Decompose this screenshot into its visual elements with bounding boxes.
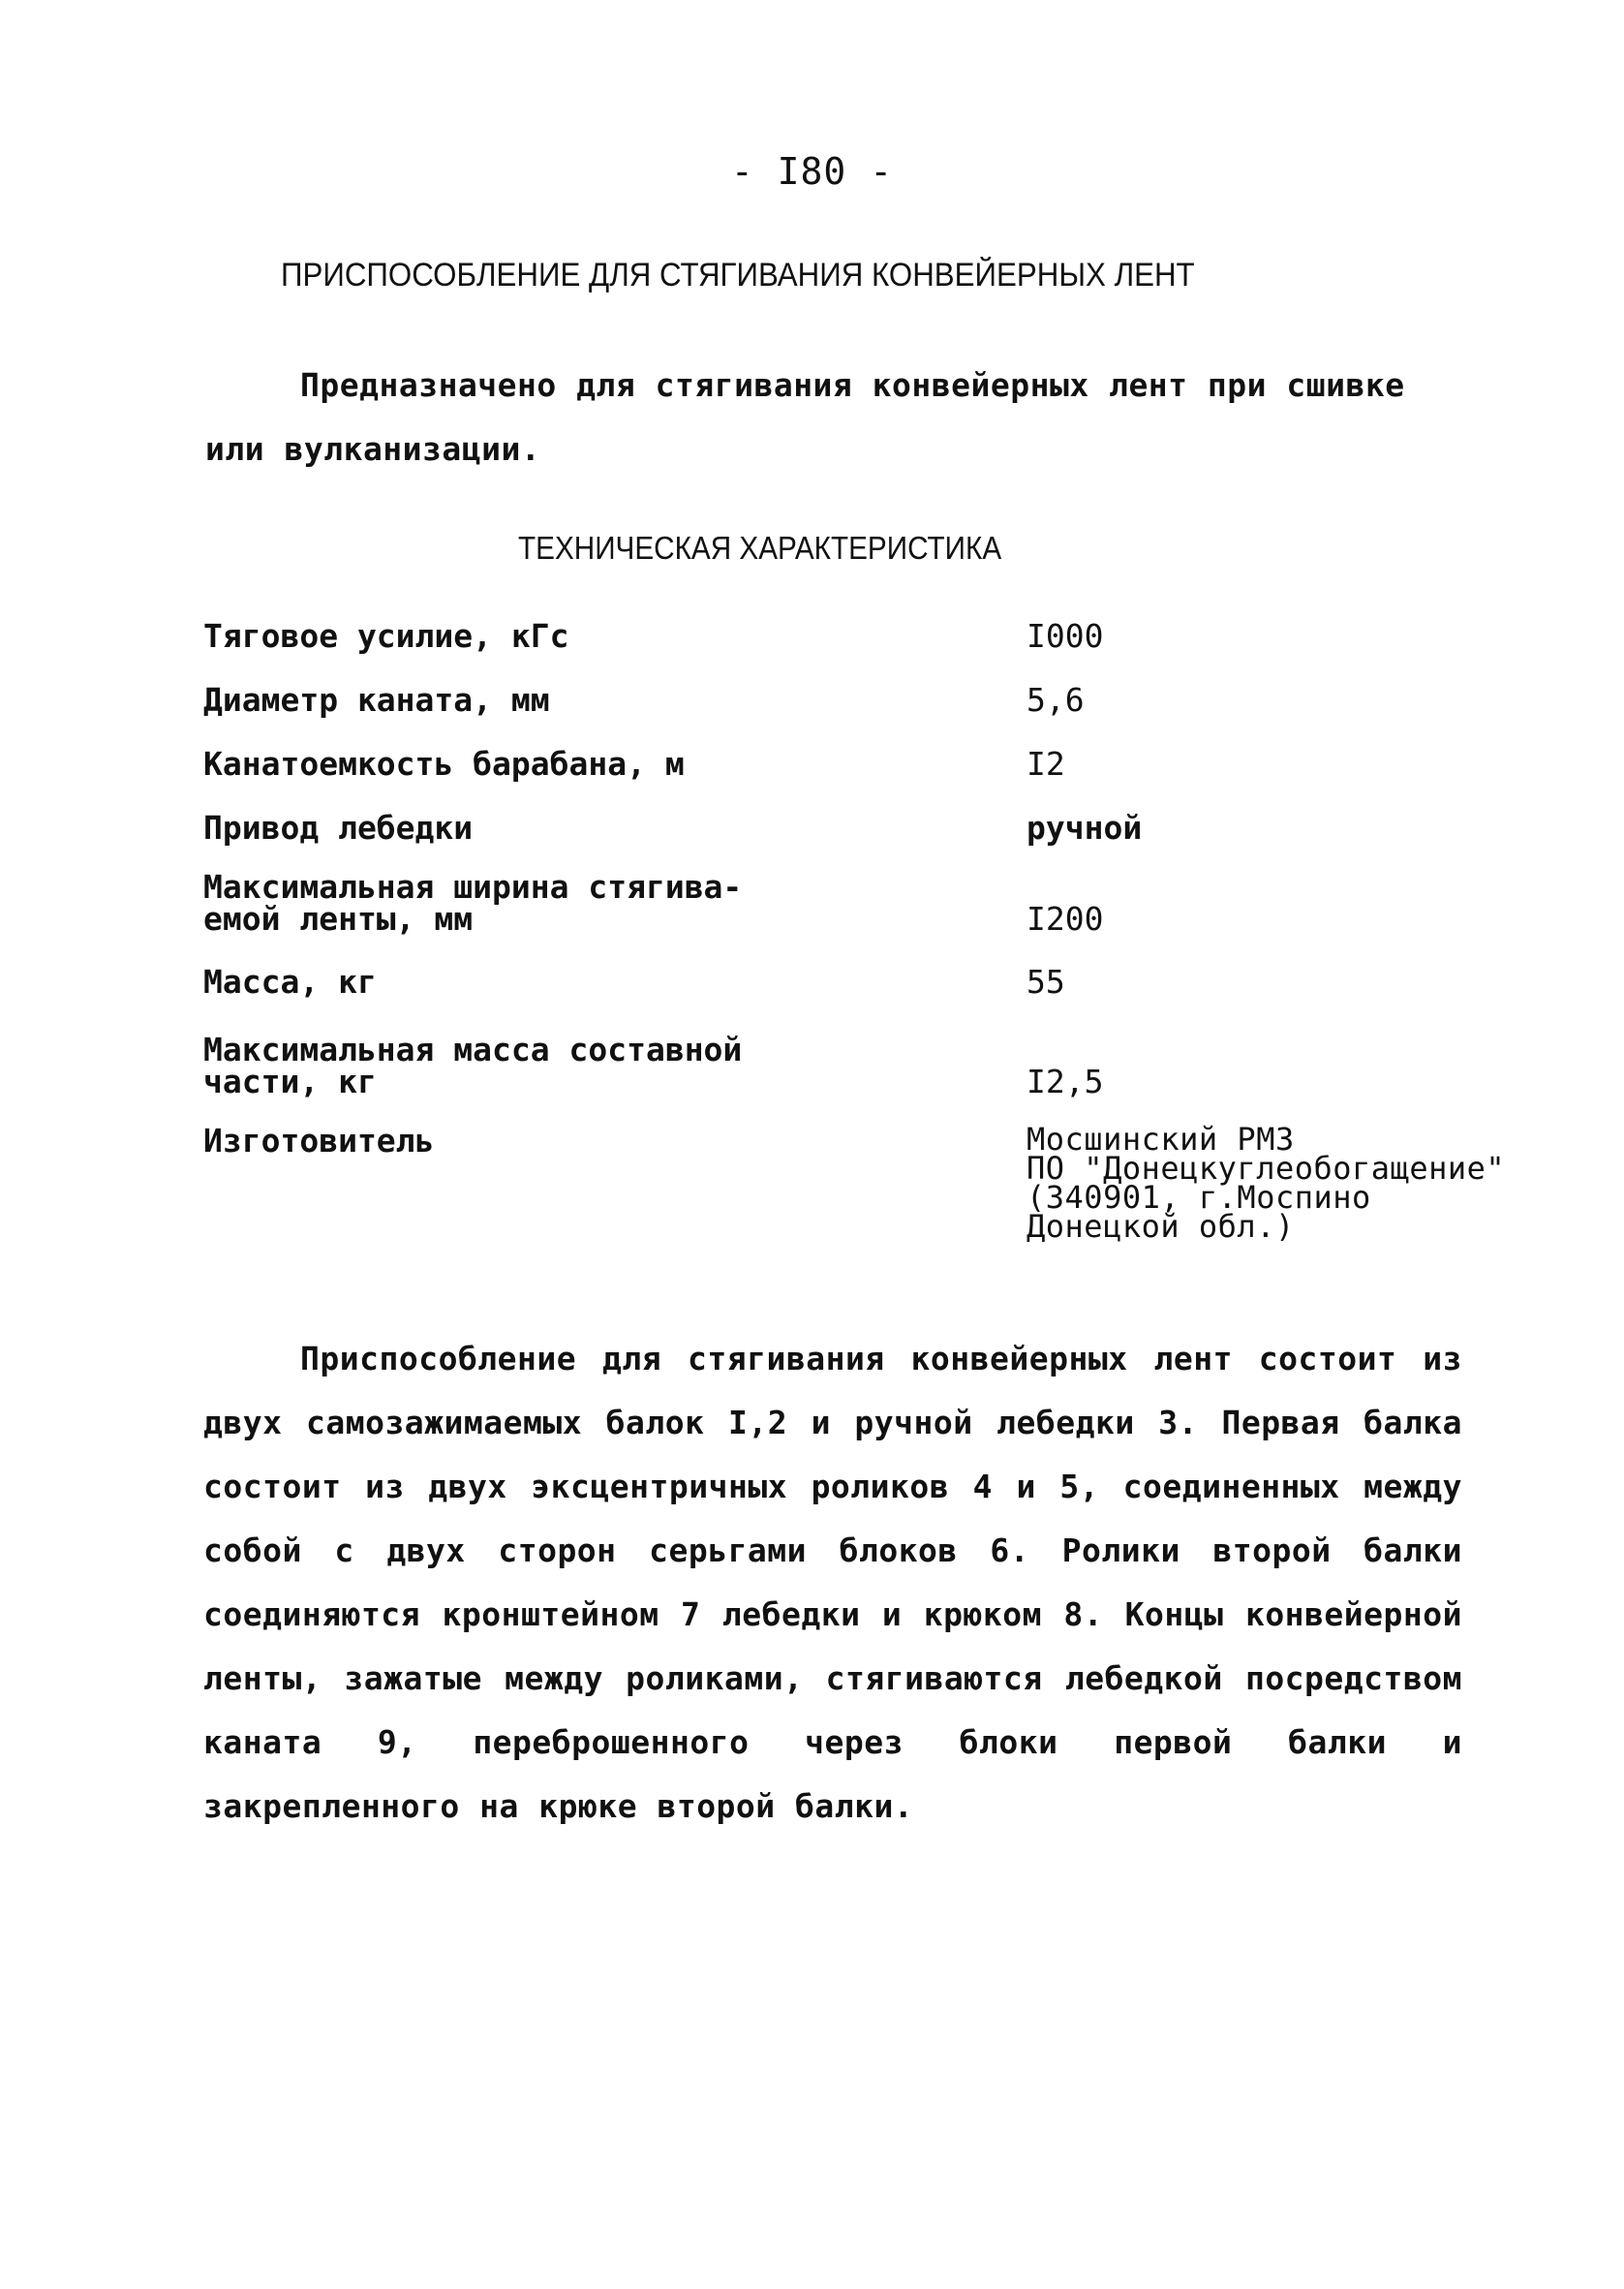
document-title: ПРИСПОСОБЛЕНИЕ ДЛЯ СТЯГИВАНИЯ КОНВЕЙЕРНЫХ ЛЕНТ [281, 257, 1195, 294]
spec-row [203, 809, 1540, 847]
spec-value: ручной [1026, 809, 1143, 847]
spec-value: 5,6 [1026, 681, 1085, 719]
spec-row [203, 1031, 1540, 1100]
spec-value: Мосшинский РМЗ ПО "Донецкуглеобогащение" (340901, г.Моспино Донецкой обл.) [1026, 1121, 1506, 1245]
spec-name: Максимальная ширина стягива- емой ленты, мм [203, 868, 743, 938]
spec-row [203, 617, 1540, 655]
spec-row [203, 1121, 1540, 1245]
page-number: - I80 - [730, 150, 894, 193]
spec-value: I000 [1026, 617, 1104, 655]
spec-value: I2 [1026, 745, 1065, 783]
spec-table [203, 617, 1540, 1245]
spec-name: Изготовитель [203, 1122, 435, 1160]
spec-row [203, 868, 1540, 938]
spec-row [203, 963, 1540, 1001]
spec-value: I200 [1026, 900, 1104, 938]
spec-name: Тяговое усилие, кГс [203, 617, 569, 655]
spec-name: Канатоемкость барабана, м [203, 745, 685, 783]
spec-row [203, 681, 1540, 719]
description-paragraph: Приспособление для стягивания конвейерных лент состоит из двух самозажимаемых балок I,2 и ручной лебедки 3. Первая балка состоит из двух эксцентричных роликов 4 и 5, соединенных между собой с двух сторон серьгами блоков 6. Ролики второй балки соединяются кронштейном 7 лебедки и крюком 8. Концы конвейерной ленты, зажатые между роликами, стягиваются лебедкой посредством каната 9, переброшенного через блоки первой балки и закрепленного на крюке второй балки. [203, 1340, 1462, 1825]
spec-name: Максимальная масса составной части, кг [203, 1031, 743, 1100]
intro-paragraph: Предназначено для стягивания конвейерных лент при сшивке или вулканизации. [205, 366, 1405, 468]
spec-name: Привод лебедки [203, 809, 474, 847]
spec-name: Диаметр каната, мм [203, 681, 550, 719]
spec-value: I2,5 [1026, 1063, 1104, 1100]
spec-name: Масса, кг [203, 963, 377, 1001]
section-subtitle: ТЕХНИЧЕСКАЯ ХАРАКТЕРИСТИКА [518, 530, 1002, 566]
spec-value: 55 [1026, 963, 1065, 1001]
spec-row [203, 745, 1540, 783]
